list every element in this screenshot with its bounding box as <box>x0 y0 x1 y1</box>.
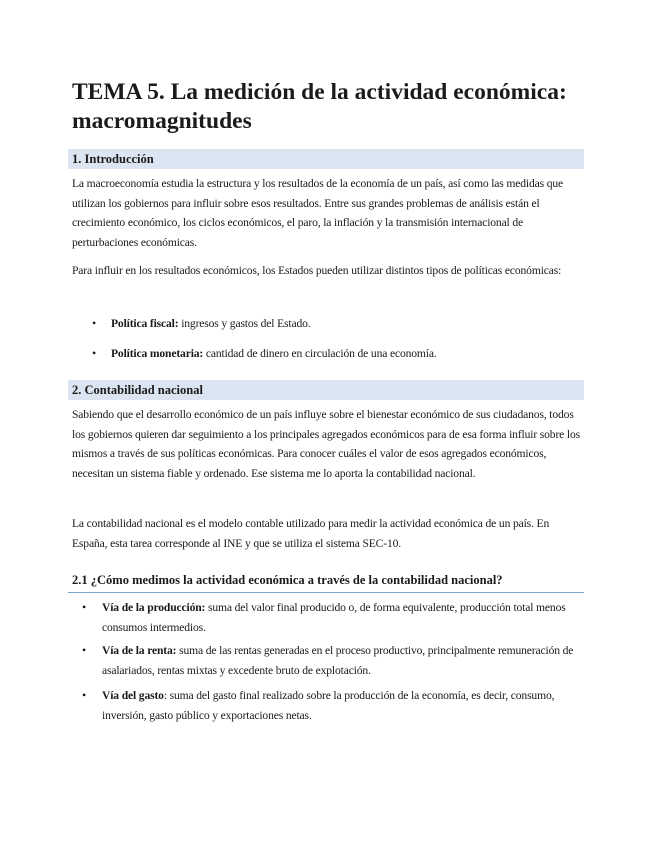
paragraph-modelo-contable: La contabilidad nacional es el modelo contable utilizado para medir la actividad económica de un país. En España, esta tarea corresponde al INE y que se utiliza el sistema SEC-10. <box>72 517 550 550</box>
list-item-politica-monetaria <box>92 344 584 364</box>
bullet-term: Vía del gasto <box>102 689 164 702</box>
section-heading-contabilidad-nacional: 2. Contabilidad nacional <box>68 380 584 400</box>
list-item-politica-fiscal <box>92 314 584 334</box>
bullet-icon: • <box>82 688 87 702</box>
bullet-term: Vía de la producción: <box>102 601 206 614</box>
paragraph-politicas-economicas: Para influir en los resultados económicos, los Estados pueden utilizar distintos tipos de políticas económicas: <box>72 264 562 277</box>
bullet-icon: • <box>82 643 87 657</box>
bullet-term: Vía de la renta: <box>102 644 177 657</box>
bullet-icon: • <box>92 316 97 330</box>
bullet-text: suma del valor final producido o, de forma equivalente, producción total menos consumos intermedios. <box>102 601 566 634</box>
bullet-text: ingresos y gastos del Estado. <box>178 317 311 330</box>
section-heading-introduccion: 1. Introducción <box>68 149 584 169</box>
paragraph-desarrollo-economico: Sabiendo que el desarrollo económico de un país influye sobre el bienestar económico de sus ciudadanos, todos los gobiernos quieren dar seguimiento a los principales agregados económicos para de esa forma influir sobre los mismos a través de sus políticas económicas. Para conocer cuáles el valor de esos agregados económicos, necesitan un sistema fiable y ordenado. Ese sistema me lo aporta la contabilidad nacional. <box>72 408 580 480</box>
bullet-icon: • <box>82 600 87 614</box>
bullet-text: cantidad de dinero en circulación de una economía. <box>203 347 437 360</box>
bullet-term: Política monetaria: <box>111 347 204 360</box>
bullet-icon: • <box>92 346 97 360</box>
paragraph-macroeconomia: La macroeconomía estudia la estructura y los resultados de la economía de un país, así como las medidas que utilizan los gobiernos para influir sobre esos resultados. Entre sus grandes problemas de análisis están el crecimiento económico, los ciclos económicos, el paro, la inflación y la transmisión internacional de perturbaciones económicas. <box>72 177 564 249</box>
page-title: TEMA 5. La medición de la actividad económica: macromagnitudes <box>72 79 567 134</box>
bullet-text: : suma del gasto final realizado sobre la producción de la economía, es decir, consumo, inversión, gasto público y exportaciones netas. <box>102 689 555 722</box>
list-item-via-renta <box>82 641 584 680</box>
subsection-heading-como-medimos: 2.1 ¿Cómo medimos la actividad económica a través de la contabilidad nacional? <box>72 573 503 587</box>
list-item-via-produccion <box>82 598 584 637</box>
list-item-via-gasto <box>82 686 584 725</box>
bullet-term: Política fiscal: <box>111 317 179 330</box>
heading-underline <box>68 592 584 593</box>
bullet-text: suma de las rentas generadas en el proceso productivo, principalmente remuneración de asalariados, rentas mixtas y excedente bruto de explotación. <box>102 644 574 677</box>
